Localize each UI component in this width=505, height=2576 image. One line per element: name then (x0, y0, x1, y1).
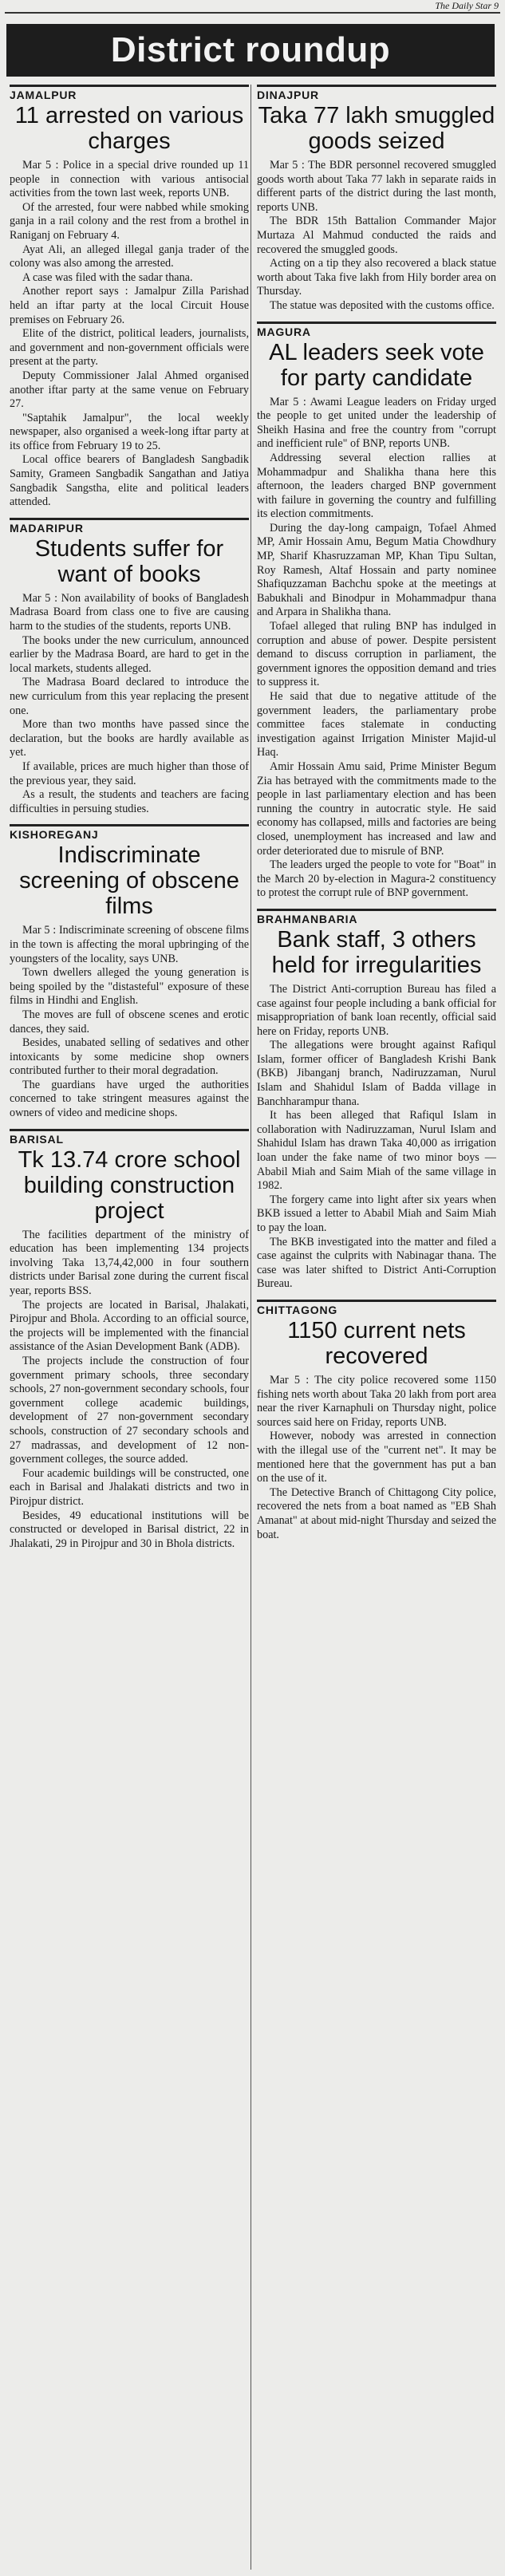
article-paragraph: However, nobody was arrested in connection with the illegal use of the "current net". It may be mentioned here that the government has put a ban on the use of it. (257, 1430, 496, 1485)
article-paragraph: More than two months have passed since the declaration, but the books are hardly available as yet. (10, 718, 249, 759)
article-paragraph: If available, prices are much higher than those of the previous year, they said. (10, 759, 249, 787)
article-paragraph: During the day-long campaign, Tofael Ahmed MP, Amir Hossain Amu, Begum Matia Chowdhury MP, Sharif Khasruzzaman MP, Khan Tipu Sultan, Roy Ramesh, Altaf Hossain and party nominee Shafiquzzaman Bachchu spoke at the meetings at Babukhali and Binodpur in Mohammadpur thana and Arpara in Shalikha thana. (257, 521, 496, 619)
section-banner: District roundup (6, 24, 495, 77)
article-paragraph: As a result, the students and teachers are facing difficulties in persuing studies. (10, 788, 249, 815)
article-paragraph: Amir Hossain Amu said, Prime Minister Begum Zia has betrayed with the commitments made to the people in last parliamentary election and has been running the country in autocratic style. He said economy has collapsed, mills and factories are being closed, unemployment has increased and law and order deteriorated due to misrule of BNP. (257, 759, 496, 858)
article-headline: 11 arrested on various charges (14, 103, 244, 154)
article-paragraph: The Detective Branch of Chittagong City police, recovered the nets from a boat named as "EB Shah Amanat" at about mid-night Thursday and seized the boat. (257, 1485, 496, 1541)
article-paragraph: Another report says : Jamalpur Zilla Parishad held an iftar party at the local Circuit House premises on February 26. (10, 285, 249, 326)
article-paragraph: A case was filed with the sadar thana. (22, 270, 193, 284)
masthead: The Daily Star 9 (435, 0, 499, 11)
article (10, 518, 249, 817)
article-paragraph: The guardians have urged the authorities concerned to take stringent measures against the owners of video and medicine shops. (10, 1078, 249, 1120)
article-headline: 1150 current nets recovered (287, 1317, 466, 1369)
article-kicker: MAGURA (257, 322, 496, 338)
article-paragraph: Elite of the district, political leaders, journalists, and government and non-government officials were present at the party. (10, 327, 249, 369)
article-paragraph: The facilities department of the ministry of education has been implementing 134 projects involving Taka 13,74,42,000 in four southern districts under Barisal zone during the current fiscal year, reports BSS. (10, 1228, 249, 1298)
article-paragraph: Besides, 49 educational institutions will be constructed or developed in Barisal district, 22 in Jhalakati, 29 in Pirojpur and 30 in Bhola districts. (10, 1509, 249, 1550)
article-paragraph: The BKB investigated into the matter and filed a case against the culprits with Nabinagar thana. The case was later shifted to District Anti-Corruption Bureau. (257, 1235, 496, 1291)
article-paragraph: Mar 5 : The BDR personnel recovered smuggled goods worth about Taka 77 lakh in separate raids in different parts of the district during the last month, reports UNB. (257, 159, 496, 214)
article-paragraph: The District Anti-corruption Bureau has filed a case against four people including a bank official for misappropriation of bank loan recently, official said here on Friday, reports UNB. (257, 982, 496, 1038)
article-paragraph: The projects include the construction of four government primary schools, three secondary schools, 27 non-government secondary schools, four government college academic buildings, development of 27 non-government secondary schools, construction of 27 secondary schools and 27 madrassas, and development of 12 non-government colleges, the source added. (10, 1355, 249, 1466)
article-kicker: MADARIPUR (10, 518, 249, 535)
article-kicker: BRAHMANBARIA (257, 909, 496, 925)
article-paragraph: Ayat Ali, an alleged illegal ganja trader of the colony was also among the arrested. (10, 243, 249, 270)
article-paragraph: Mar 5 : Indiscriminate screening of obscene films in the town is affecting the moral upbringing of the youngsters of the locality, says UNB. (10, 924, 249, 965)
article-paragraph: Mar 5 : Police in a special drive rounded up 11 people in connection with various antisocial activities from the town last week, reports UNB. (10, 159, 249, 200)
article-kicker: JAMALPUR (10, 85, 249, 101)
article-paragraph: The statue was deposited with the customs office. (270, 298, 495, 312)
article-kicker: BARISAL (10, 1129, 249, 1146)
article-paragraph: Four academic buildings will be constructed, one each in Barisal and Jhalakati districts and two in Pirojpur district. (10, 1466, 249, 1508)
article-paragraph: The leaders urged the people to vote for "Boat" in the March 20 by-election in Magura-2 constituency to protest the corrupt rule of BNP government. (257, 858, 496, 900)
article-paragraph: Local office bearers of Bangladesh Sangbadik Samity, Grameen Sangbadik Sangathan and Jatiya Sangbadik Sangstha, elite and political leaders attended. (10, 453, 249, 509)
article-paragraph: Deputy Commissioner Jalal Ahmed organised another iftar party at the same venue on February 27. (10, 369, 249, 411)
article-paragraph: The allegations were brought against Rafiqul Islam, former officer of Bangladesh Krishi Bank (BKB) Jibanganj branch, Nadiruzzaman, Nurul Islam and Shahidul Islam of Badda village in Banchharampur thana. (257, 1039, 496, 1108)
article-kicker: DINAJPUR (257, 85, 496, 101)
article-paragraph: The projects are located in Barisal, Jhalakati, Pirojpur and Bhola. According to an official source, the projects will be implemented with the financial assistance of the Asian Development Bank (ADB). (10, 1298, 249, 1354)
article-paragraph: Tofael alleged that ruling BNP has indulged in corruption and abuse of power. Despite persistent demand to discuss corruption in parliament, the government ignores the opposition demand and tries to suppress it. (257, 620, 496, 689)
article-headline: Taka 77 lakh smuggled goods seized (258, 103, 495, 154)
article (10, 85, 249, 510)
article (257, 85, 496, 314)
article-paragraph: Addressing several election rallies at Mohammadpur and Shalikha thana here this afternoon, the leaders charged BNP government with failure in governing the country and fulfilling its election commitments. (257, 451, 496, 521)
article-paragraph: The BDR 15th Battalion Commander Major Murtaza Al Mahmud conducted the raids and recovered the smuggled goods. (257, 215, 496, 256)
article (257, 1300, 496, 1542)
article (257, 322, 496, 901)
right-column (257, 85, 496, 2576)
article-headline: Indiscriminate screening of obscene films (19, 842, 239, 920)
article-paragraph: He said that due to negative attitude of the government leaders, the parliamentary probe committee faces stalemate in conducting investigation against Irrigation Minister Majid-ul Haq. (257, 690, 496, 759)
article-paragraph: Mar 5 : Non availability of books of Bangladesh Madrasa Board from class one to five are causing harm to the studies of the students, reports UNB. (10, 591, 249, 633)
article-paragraph: Acting on a tip they also recovered a black statue worth about Taka five lakh from Hily border area on Thursday. (257, 257, 496, 298)
article-paragraph: Mar 5 : The city police recovered some 1150 fishing nets worth about Taka 20 lakh from port area near the river Karnaphuli on Thursday night, police sources said here on Friday, reports UNB. (257, 1373, 496, 1429)
article (257, 909, 496, 1292)
article-paragraph: Town dwellers alleged the young generation is being spoiled by the "distasteful" exposure of these films in Hindhi and English. (10, 966, 249, 1008)
article-paragraph: It has been alleged that Rafiqul Islam in collaboration with Nadiruzzaman, Nurul Islam and Shahidul Islam has drawn Taka 40,000 as irrigation loan under the fake name of two minor boys — Ababil Miah and Saim Miah of the same village in 1982. (257, 1109, 496, 1193)
article-paragraph: "Saptahik Jamalpur", the local weekly newspaper, also organised a week-long iftar party at its office from February 19 to 25. (10, 411, 249, 452)
article-headline: Tk 13.74 crore school building construction project (18, 1146, 241, 1224)
article-paragraph: The books under the new curriculum, announced earlier by the Madrasa Board, are hard to get in the local markets, students alleged. (10, 633, 249, 675)
left-column (10, 85, 249, 2576)
top-rule (5, 12, 500, 14)
article-kicker: CHITTAGONG (257, 1300, 496, 1316)
article-paragraph: Mar 5 : Awami League leaders on Friday urged the people to get united under the leadership of Sheikh Hasina and free the country from "corrupt and inefficient rule" of BNP, reports UNB. (257, 395, 496, 451)
article-paragraph: The forgery came into light after six years when BKB issued a letter to Ababil Miah and Saim Miah to pay the loan. (257, 1193, 496, 1234)
article-paragraph: Besides, unabated selling of sedatives and other intoxicants by some medicine shop owners contributed further to their moral degradation. (10, 1036, 249, 1078)
article-headline: Bank staff, 3 others held for irregularities (271, 926, 482, 978)
article-paragraph: The Madrasa Board declared to introduce the new curriculum from this year replacing the present one. (10, 676, 249, 717)
article-headline: AL leaders seek vote for party candidate (269, 339, 484, 391)
article-paragraph: The moves are full of obscene scenes and erotic dances, they said. (10, 1008, 249, 1036)
article (10, 824, 249, 1120)
article (10, 1129, 249, 1552)
article-kicker: KISHOREGANJ (10, 824, 249, 841)
article-headline: Students suffer for want of books (34, 535, 224, 587)
article-paragraph: Of the arrested, four were nabbed while smoking ganja in a rail colony and the rest from a brothel in Raniganj on February 4. (10, 200, 249, 242)
